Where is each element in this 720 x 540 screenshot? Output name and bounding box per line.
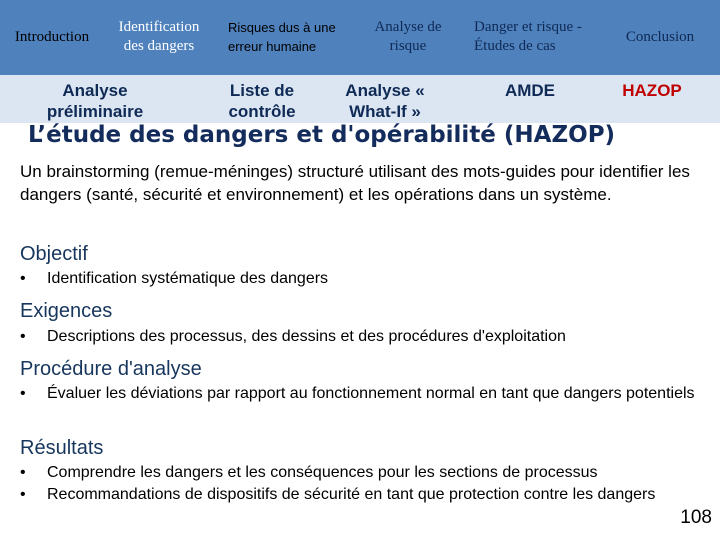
bullet: • xyxy=(20,385,26,402)
list-item xyxy=(20,268,697,290)
bullet: • xyxy=(20,486,26,503)
nav-introduction[interactable]: Introduction xyxy=(14,29,90,45)
subnav-liste-controle[interactable]: Liste de contrôle xyxy=(228,81,296,121)
bullet-text: Descriptions des processus, des dessins et des procédures d'exploitation xyxy=(47,328,566,345)
page-number: 108 xyxy=(680,507,712,528)
bullet: • xyxy=(20,464,26,481)
nav-conclusion[interactable]: Conclusion xyxy=(625,29,695,45)
nav-etudes-de-cas[interactable]: Danger et risque - Études de cas xyxy=(474,19,582,54)
subnav-analyse-preliminaire[interactable]: Analyse préliminaire xyxy=(46,81,144,121)
list-item xyxy=(20,383,697,405)
list-item xyxy=(20,484,667,506)
subnav-what-if[interactable]: Analyse « What-If » xyxy=(345,81,425,121)
nav-identification-dangers[interactable]: Identification des dangers xyxy=(118,19,200,54)
list-item xyxy=(20,462,697,484)
bullet: • xyxy=(20,270,26,287)
bullet-text: Identification systématique des dangers xyxy=(47,270,329,287)
heading-objectif: Objectif xyxy=(20,243,88,265)
bullet: • xyxy=(20,328,26,345)
bullet-text: Évaluer les déviations par rapport au fonctionnement normal en tant que dangers potentiels xyxy=(47,385,695,402)
intro-text: Un brainstorming (remue-méninges) structuré utilisant des mots-guides pour identifier les dangers (santé, sécurité et environnement) et les opérations dans un système. xyxy=(20,162,690,204)
subnav-amde[interactable]: AMDE xyxy=(504,81,556,100)
bullet-text: Recommandations de dispositifs de sécurité en tant que protection contre les dangers xyxy=(47,486,656,503)
nav-analyse-risque[interactable]: Analyse de risque xyxy=(374,19,442,54)
bullet-text: Comprendre les dangers et les conséquences pour les sections de processus xyxy=(47,464,598,481)
heading-resultats: Résultats xyxy=(20,437,104,459)
heading-procedure: Procédure d'analyse xyxy=(20,358,202,380)
heading-exigences: Exigences xyxy=(20,300,113,322)
subnav-hazop-active[interactable]: HAZOP xyxy=(622,81,682,100)
nav-risques-erreur-humaine[interactable]: Risques dus à une erreur humaine xyxy=(228,20,336,54)
page-title: L’étude des dangers et d'opérabilité (HAZOP) xyxy=(28,122,616,148)
list-item xyxy=(20,326,697,348)
